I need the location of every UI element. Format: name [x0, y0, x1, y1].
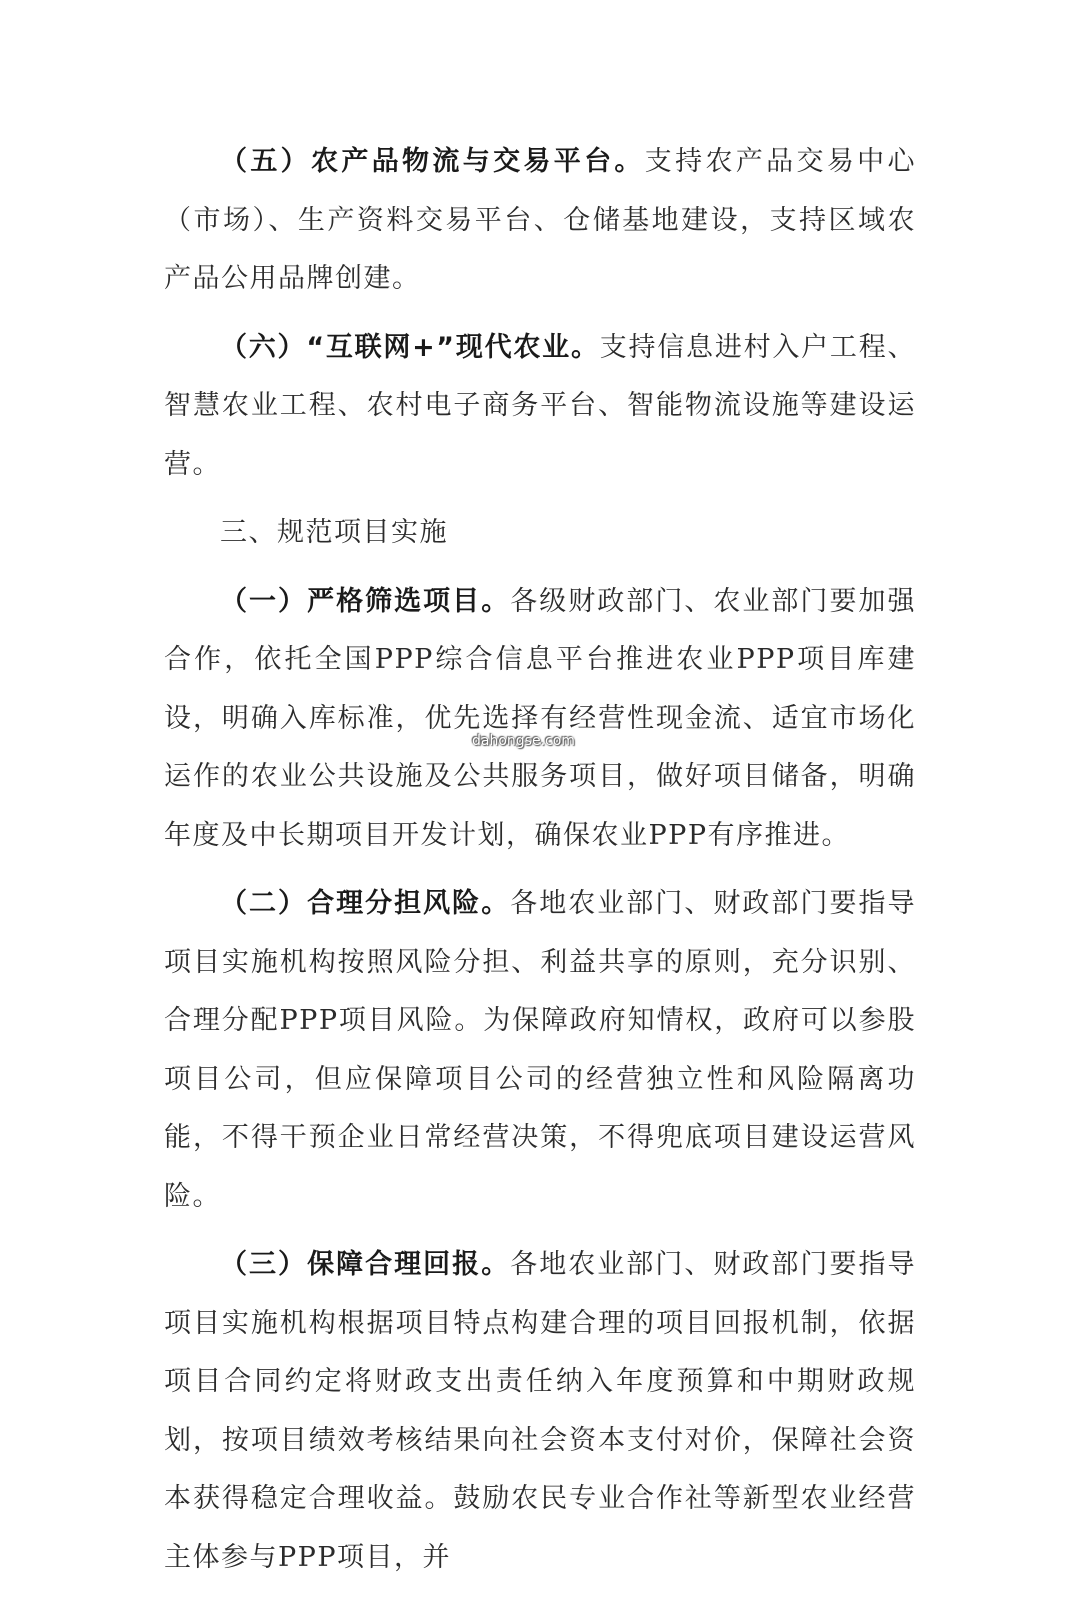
paragraph-lead: （六）“互联网+”现代农业。	[220, 331, 600, 363]
paragraph-internet-agriculture	[164, 319, 916, 495]
paragraph-project-screening	[164, 573, 916, 866]
paragraph-text: 各地农业部门、财政部门要指导项目实施机构按照风险分担、利益共享的原则，充分识别、合理分配PPP项目风险。为保障政府知情权，政府可以参股项目公司，但应保障项目公司的经营独立性和风险隔离功能，不得干预企业日常经营决策，不得兜底项目建设运营风险。	[164, 888, 917, 1212]
paragraph-logistics	[164, 133, 916, 309]
paragraph-reasonable-return	[164, 1236, 916, 1587]
paragraph-lead: （五）农产品物流与交易平台。	[220, 146, 645, 177]
section-heading-text: 三、规范项目实施	[220, 517, 448, 548]
paragraph-risk-sharing	[164, 875, 916, 1226]
document-body	[164, 133, 916, 1597]
paragraph-text: 各级财政部门、农业部门要加强合作，依托全国PPP综合信息平台推进农业PPP项目库建设，明确入库标准，优先选择有经营性现金流、适宜市场化运作的农业公共设施及公共服务项目，做好项目储备，明确年度及中长期项目开发计划，确保农业PPP有序推进。	[164, 585, 917, 851]
paragraph-text: 各地农业部门、财政部门要指导项目实施机构根据项目特点构建合理的项目回报机制，依据项目合同约定将财政支出责任纳入年度预算和中期财政规划，按项目绩效考核结果向社会资本支付对价，保障社会资本获得稳定合理收益。鼓励农民专业合作社等新型农业经营主体参与PPP项目，并	[164, 1249, 917, 1573]
paragraph-lead: （三）保障合理回报。	[220, 1249, 511, 1280]
watermark: dahongse.com	[472, 733, 575, 749]
paragraph-lead: （二）合理分担风险。	[220, 888, 511, 919]
paragraph-lead: （一）严格筛选项目。	[220, 585, 511, 617]
section-heading	[164, 504, 916, 563]
paragraph-text: 支持农产品交易中心（市场）、生产资料交易平台、仓储基地建设，支持区域农产品公用品牌创建。	[164, 146, 917, 294]
paragraph-text: 支持信息进村入户工程、智慧农业工程、农村电子商务平台、智能物流设施等建设运营。	[164, 331, 916, 480]
